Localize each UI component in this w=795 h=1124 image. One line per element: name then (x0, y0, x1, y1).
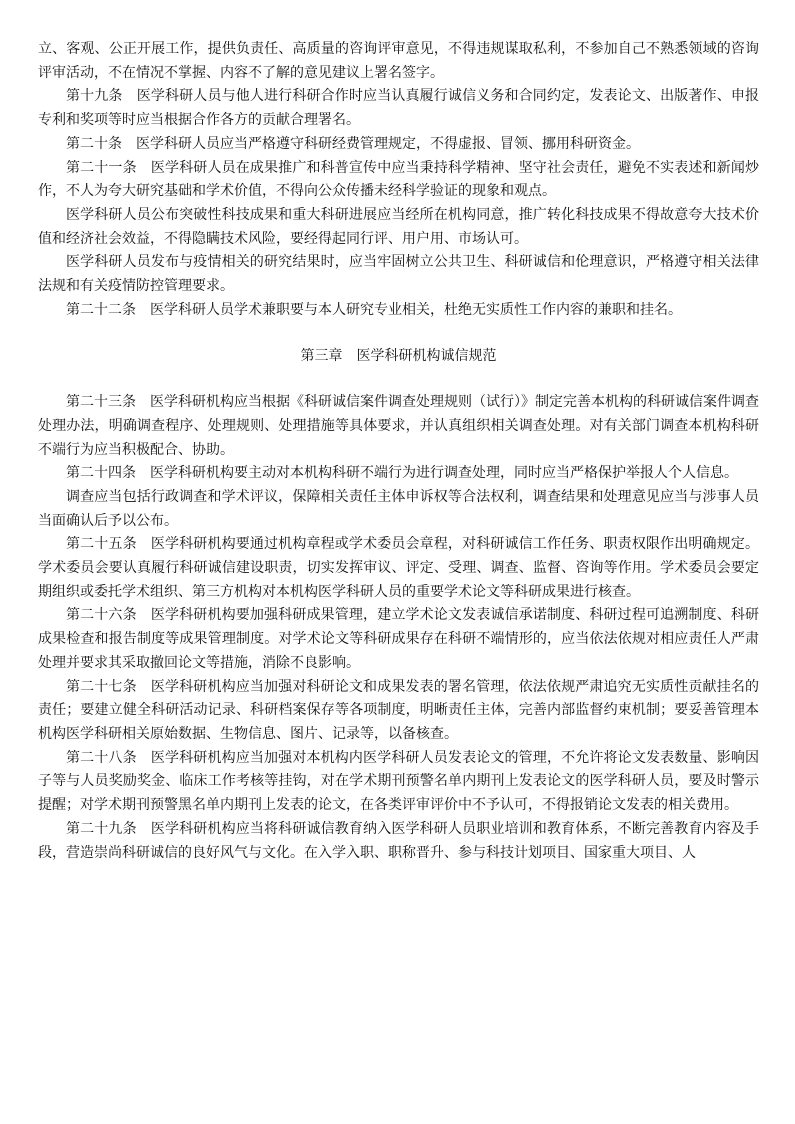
paragraph-article-21-part-2: 医学科研人员公布突破性科技成果和重大科研进展应当经所在机构同意，推广转化科技成果不得故意夸大技术价值和经济社会效益，不得隐瞒技术风险，要经得起同行评、用户用、市场认可。 (38, 206, 759, 247)
paragraph-continuation: 立、客观、公正开展工作，提供负责任、高质量的咨询评审意见，不得违规谋取私利，不参加自己不熟悉领域的咨询评审活动，不在情况不掌握、内容不了解的意见建议上署名签字。 (38, 41, 759, 81)
chapter-title: 第三章 医学科研机构诚信规范 (300, 348, 497, 365)
paragraph-article-21: 第二十一条 医学科研人员在成果推广和科普宣传中应当秉持科学精神、坚守社会责任，避免不实表述和新闻炒作，不人为夸大研究基础和学术价值，不得向公众传播未经科学验证的现象和观点。 (38, 159, 759, 200)
paragraph-article-26: 第二十六条 医学科研机构要加强科研成果管理，建立学术论文发表诚信承诺制度、科研过程可追溯制度、科研成果检查和报告制度等成果管理制度。对学术论文等科研成果存在科研不端情形的，应当依法依规对相应责任人严肃处理并要求其采取撤回论文等措施，消除不良影响。 (38, 607, 759, 671)
paragraph-article-20: 第二十条 医学科研人员应当严格遵守科研经费管理规定，不得虚报、冒领、挪用科研资金。 (66, 135, 640, 152)
paragraph-article-28: 第二十八条 医学科研机构应当加强对本机构内医学科研人员发表论文的管理，不允许将论文发表数量、影响因子等与人员奖励奖金、临床工作考核等挂钩，对在学术期刊预警名单内期刊上发表论文的医学科研人员，要及时警示提醒；对学术期刊预警黑名单内期刊上发表的论文，在各类评审评价中不予认可，不得报销论文发表的相关费用。 (38, 749, 759, 814)
paragraph-article-29: 第二十九条 医学科研机构应当将科研诚信教育纳入医学科研人员职业培训和教育体系，不断完善教育内容及手段，营造崇尚科研诚信的良好风气与文化。在入学入职、职称晋升、参与科技计划项目、国家重大项目、人 (38, 820, 759, 861)
paragraph-article-24: 第二十四条 医学科研机构要主动对本机构科研不端行为进行调查处理，同时应当严格保护举报人个人信息。 (66, 465, 738, 482)
paragraph-article-19: 第十九条 医学科研人员与他人进行科研合作时应当认真履行诚信义务和合同约定，发表论文、出版著作、申报专利和奖项等时应当根据合作各方的贡献合理署名。 (38, 88, 759, 129)
paragraph-article-21-part-3: 医学科研人员发布与疫情相关的研究结果时，应当牢固树立公共卫生、科研诚信和伦理意识，严格遵守相关法律法规和有关疫情防控管理要求。 (38, 254, 759, 295)
paragraph-article-27: 第二十七条 医学科研机构应当加强对科研论文和成果发表的署名管理，依法依规严肃追究无实质性贡献挂名的责任；要建立健全科研活动记录、科研档案保存等各项制度，明晰责任主体，完善内部监督约束机制；要妥善管理本机构医学科研相关原始数据、生物信息、图片、记录等，以备核查。 (38, 678, 759, 742)
paragraph-article-22: 第二十二条 医学科研人员学术兼职要与本人研究专业相关，杜绝无实质性工作内容的兼职和挂名。 (66, 301, 682, 318)
paragraph-article-24-part-2: 调查应当包括行政调查和学术评议，保障相关责任主体申诉权等合法权利，调查结果和处理意见应当与涉事人员当面确认后予以公布。 (38, 488, 759, 529)
paragraph-article-25: 第二十五条 医学科研机构要通过机构章程或学术委员会章程，对科研诚信工作任务、职责权限作出明确规定。学术委员会要认真履行科研诚信建设职责，切实发挥审议、评定、受理、调查、监督、咨询等作用。学术委员会要定期组织或委托学术组织、第三方机构对本机构医学科研人员的重要学术论文等科研成果进行核查。 (38, 536, 759, 600)
paragraph-article-23: 第二十三条 医学科研机构应当根据《科研诚信案件调查处理规则（试行）》制定完善本机构的科研诚信案件调查处理办法，明确调查程序、处理规则、处理措施等具体要求，并认真组织相关调查处理。对有关部门调查本机构科研不端行为应当积极配合、协助。 (38, 394, 759, 458)
